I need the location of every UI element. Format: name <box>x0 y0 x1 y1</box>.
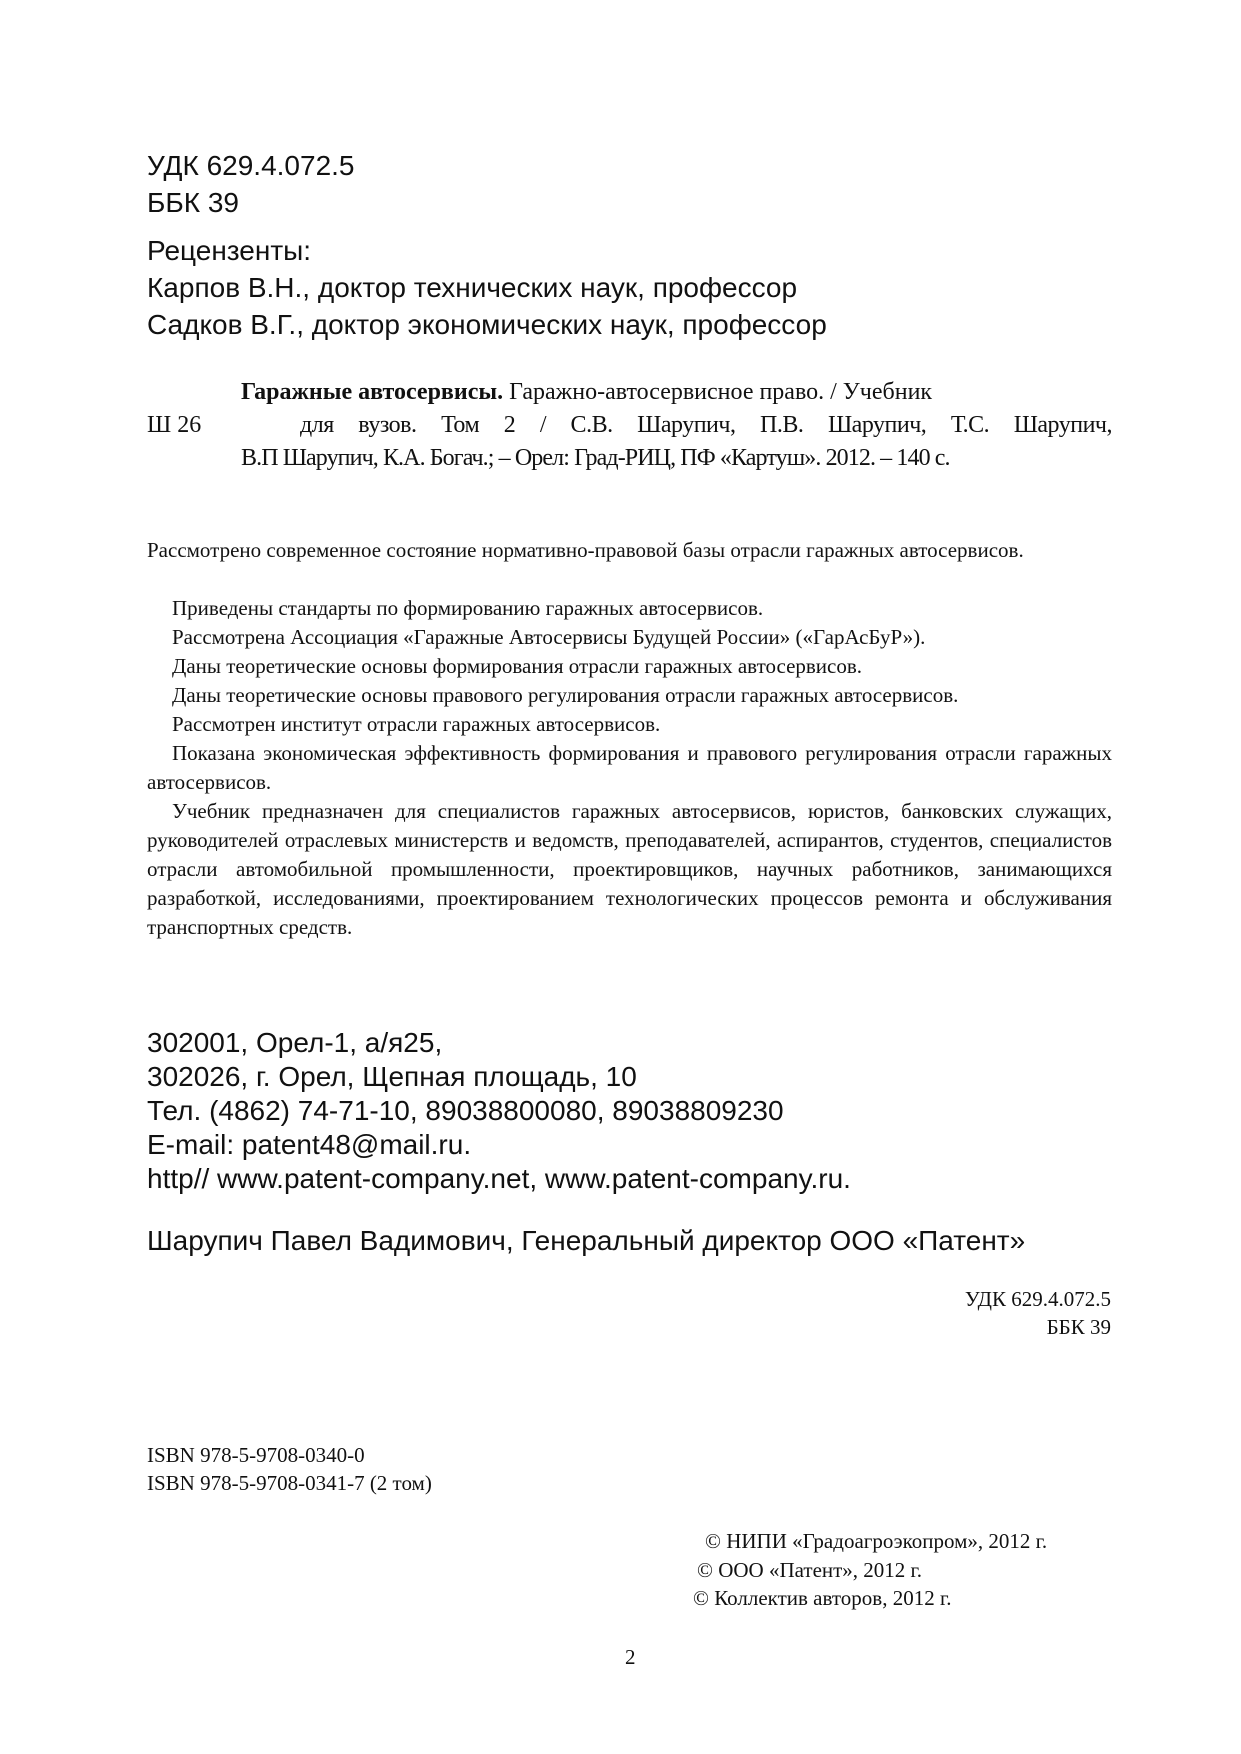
udk-code-right: УДК 629.4.072.5 <box>964 1287 1111 1311</box>
annotation-paragraph: Учебник предназначен для специалистов гаражных автосервисов, юристов, банковских служащих, руководителей отраслевых министерств и ведомств, преподавателей, аспирантов, студентов, специалистов отрасли автомобильной промышленности, проектировщиков, научных работников, занимающихся разработкой, исследованиями, проектированием технологических процессов ремонта и обслуживания транспортных средств. <box>147 799 1112 939</box>
copyright-line: © ООО «Патент», 2012 г. <box>697 1558 923 1582</box>
isbn-line: ISBN 978-5-9708-0340-0 <box>147 1443 365 1467</box>
catalog-publisher-line: В.П Шарупич, К.А. Богач.; – Орел: Град-РИЦ, ПФ «Картуш». 2012. – 140 с. <box>241 445 950 471</box>
contact-line: 302001, Орел-1, а/я25, <box>147 1027 443 1058</box>
reviewers-title: Рецензенты: <box>147 235 312 266</box>
catalog-code: Ш 26 <box>147 412 202 438</box>
annotation-paragraph: Рассмотрена Ассоциация «Гаражные Автосервисы Будущей России» («ГарАсБуР»). <box>172 625 926 649</box>
annotation-paragraph: Рассмотрено современное состояние нормативно-правовой базы отрасли гаражных автосервисов. <box>147 538 1024 562</box>
annotation-paragraph: Даны теоретические основы формирования отрасли гаражных автосервисов. <box>172 654 863 678</box>
isbn-line: ISBN 978-5-9708-0341-7 (2 том) <box>147 1471 432 1495</box>
copyright-line: © Коллектив авторов, 2012 г. <box>693 1586 952 1610</box>
catalog-authors-line: для вузов. Том 2 / С.В. Шарупич, П.В. Шарупич, Т.С. Шарупич, <box>300 412 1112 438</box>
contact-line: Тел. (4862) 74-71-10, 89038800080, 89038809230 <box>147 1095 784 1126</box>
copyright-line: © НИПИ «Градоагроэкопром», 2012 г. <box>705 1529 1048 1553</box>
contact-line: 302026, г. Орел, Щепная площадь, 10 <box>147 1061 637 1092</box>
annotation-paragraph: Рассмотрен институт отрасли гаражных автосервисов. <box>172 712 661 736</box>
udk-code: УДК 629.4.072.5 <box>147 150 355 181</box>
annotation-paragraph: Показана экономическая эффективность формирования и правового регулирования отрасли гаражных автосервисов. <box>147 741 1112 794</box>
reviewer-line: Садков В.Г., доктор экономических наук, профессор <box>147 309 827 340</box>
annotation-paragraph: Приведены стандарты по формированию гаражных автосервисов. <box>172 596 764 620</box>
director-line: Шарупич Павел Вадимович, Генеральный директор ООО «Патент» <box>147 1225 1026 1256</box>
page-number: 2 <box>625 1645 636 1669</box>
catalog-title-line <box>241 377 932 407</box>
reviewer-line: Карпов В.Н., доктор технических наук, профессор <box>147 272 798 303</box>
book-title: Гаражные автосервисы. <box>241 379 504 405</box>
bbk-code: ББК 39 <box>147 187 239 218</box>
contact-websites: http// www.patent-company.net, www.patent-company.ru. <box>147 1163 851 1194</box>
bbk-code-right: ББК 39 <box>1046 1315 1111 1339</box>
contact-email: E-mail: patent48@mail.ru. <box>147 1129 472 1160</box>
book-subtitle: Гаражно-автосервисное право. / Учебник <box>509 379 933 405</box>
annotation-paragraph: Даны теоретические основы правового регулирования отрасли гаражных автосервисов. <box>172 683 959 707</box>
